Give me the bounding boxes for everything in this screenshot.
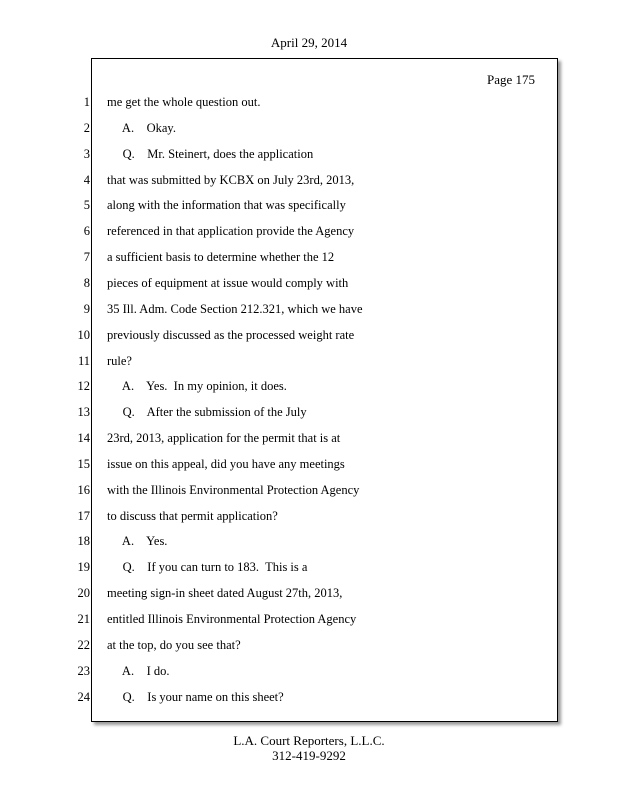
line-number [0, 121, 90, 136]
line-number [0, 328, 90, 343]
line-number [0, 250, 90, 265]
line-number [0, 198, 90, 213]
transcript-line: rule? [107, 354, 132, 368]
line-number-label: 4 [83, 173, 90, 187]
transcript-line: 35 Ill. Adm. Code Section 212.321, which we have [107, 302, 363, 316]
line-number-label: 13 [77, 405, 90, 419]
transcript-line: me get the whole question out. [107, 95, 261, 109]
line-number-label: 20 [77, 586, 90, 600]
line-number-label: 11 [77, 354, 90, 368]
transcript-line: Q. After the submission of the July [107, 405, 307, 419]
line-number-label: 24 [77, 690, 90, 704]
line-number [0, 431, 90, 446]
line-number [0, 586, 90, 601]
transcript-line: previously discussed as the processed weight rate [107, 328, 355, 342]
transcript-line: Q. Mr. Steinert, does the application [107, 147, 314, 161]
line-number-label: 18 [77, 534, 90, 548]
line-number [0, 534, 90, 549]
line-number-label: 8 [83, 276, 90, 290]
line-number [0, 638, 90, 653]
transcript-line: to discuss that permit application? [107, 509, 278, 523]
page-number: Page 175 [487, 72, 536, 87]
transcript-line: entitled Illinois Environmental Protection Agency [107, 612, 357, 626]
line-number [0, 379, 90, 394]
line-number [0, 690, 90, 705]
line-number-label: 10 [77, 328, 90, 342]
footer-company: L.A. Court Reporters, L.L.C. [233, 733, 385, 748]
line-number-label: 5 [83, 198, 90, 212]
line-number-label: 22 [77, 638, 90, 652]
line-number-label: 15 [77, 457, 90, 471]
line-number-label: 2 [83, 121, 90, 135]
transcript-line: a sufficient basis to determine whether the 12 [107, 250, 335, 264]
line-number [0, 560, 90, 575]
transcript-line: along with the information that was specifically [107, 198, 346, 212]
line-number [0, 483, 90, 498]
transcript-line: referenced in that application provide the Agency [107, 224, 355, 238]
line-number-label: 14 [77, 431, 90, 445]
line-number [0, 95, 90, 110]
line-number [0, 302, 90, 317]
line-number-label: 12 [77, 379, 90, 393]
line-number [0, 147, 90, 162]
footer-phone: 312-419-9292 [272, 748, 346, 763]
transcript-line: issue on this appeal, did you have any meetings [107, 457, 345, 471]
line-number-label: 19 [77, 560, 90, 574]
transcript-line: A. Yes. [107, 534, 168, 548]
line-number [0, 664, 90, 679]
line-number [0, 276, 90, 291]
transcript-line: 23rd, 2013, application for the permit that is at [107, 431, 341, 445]
line-number [0, 509, 90, 524]
transcript-line: pieces of equipment at issue would comply with [107, 276, 349, 290]
transcript-line: with the Illinois Environmental Protection Agency [107, 483, 360, 497]
line-number [0, 173, 90, 188]
line-number [0, 354, 90, 369]
header-date: April 29, 2014 [270, 35, 348, 50]
line-number-label: 16 [77, 483, 90, 497]
transcript-line: that was submitted by KCBX on July 23rd, 2013, [107, 173, 355, 187]
transcript-line: Q. Is your name on this sheet? [107, 690, 284, 704]
line-number-label: 9 [83, 302, 90, 316]
line-number-label: 21 [77, 612, 90, 626]
transcript-line: A. Okay. [107, 121, 176, 135]
transcript-line: A. Yes. In my opinion, it does. [107, 379, 287, 393]
line-number [0, 612, 90, 627]
line-number-label: 3 [83, 147, 90, 161]
transcript-line: at the top, do you see that? [107, 638, 241, 652]
line-number-label: 17 [77, 509, 90, 523]
line-number-label: 6 [83, 224, 90, 238]
transcript-line: meeting sign-in sheet dated August 27th, 2013, [107, 586, 343, 600]
line-number [0, 224, 90, 239]
line-number [0, 457, 90, 472]
line-number-label: 23 [77, 664, 90, 678]
line-number-label: 1 [83, 95, 90, 109]
line-number [0, 405, 90, 420]
transcript-line: A. I do. [107, 664, 170, 678]
line-number-label: 7 [83, 250, 90, 264]
transcript-line: Q. If you can turn to 183. This is a [107, 560, 308, 574]
